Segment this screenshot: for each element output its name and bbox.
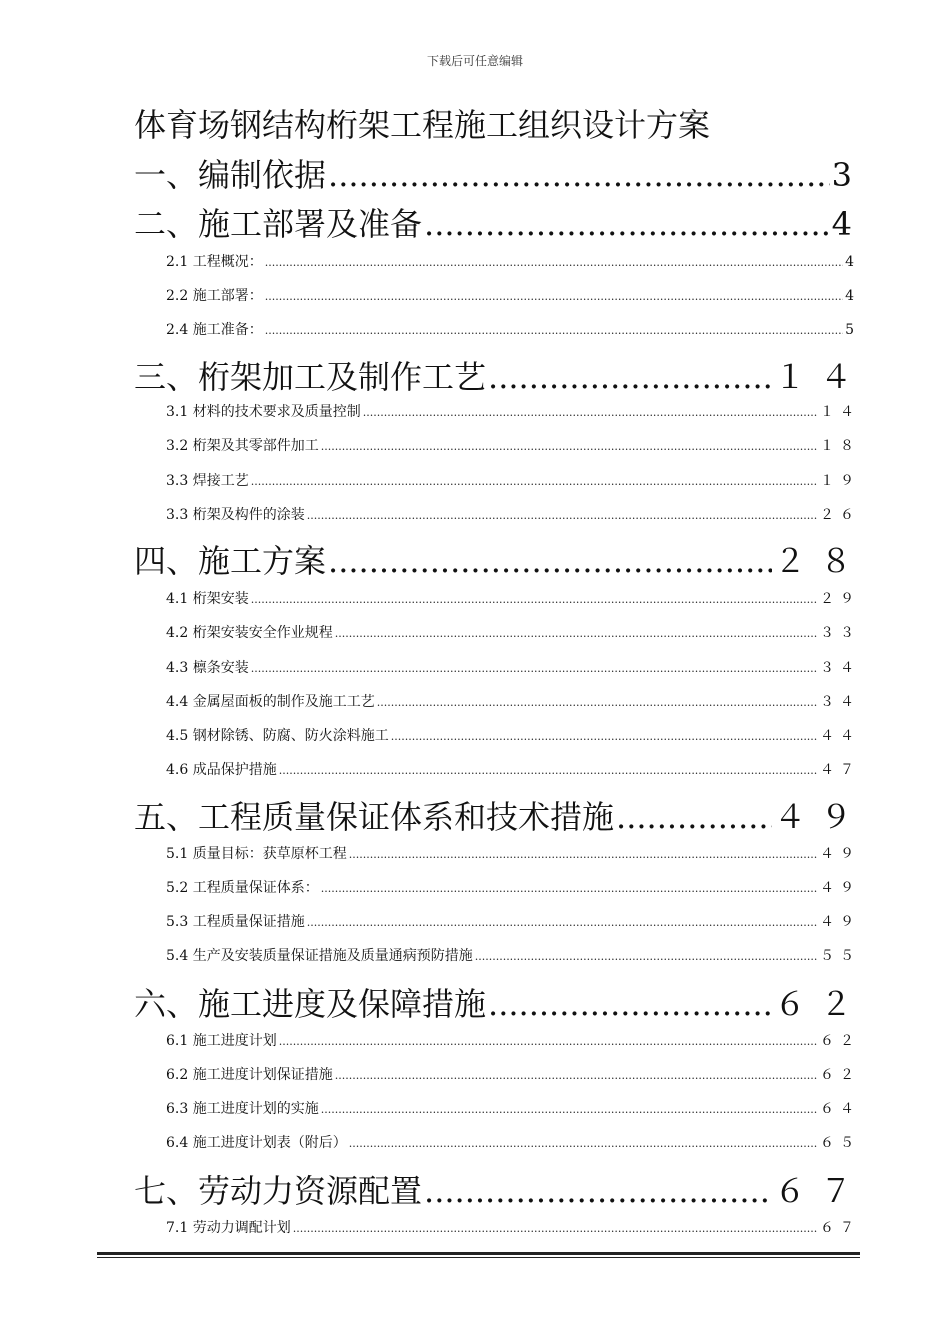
toc-dot-leader	[475, 946, 818, 968]
toc-subentry[interactable]	[166, 911, 860, 933]
page-header: 下载后可任意编辑	[426, 54, 523, 68]
toc-page-number: ６４	[820, 1101, 860, 1117]
toc-page-number: ２８	[773, 542, 866, 580]
toc-dot-leader	[424, 1168, 772, 1214]
toc-page-number: ３４	[820, 694, 860, 710]
footer-double-rule	[97, 1252, 860, 1258]
toc-entry-label: 3.3 桁架及构件的涂装	[166, 507, 305, 523]
toc-subentry[interactable]	[166, 945, 860, 967]
toc-subentry[interactable]	[166, 657, 860, 679]
toc-page-number: ２９	[820, 591, 860, 607]
toc-entry[interactable]	[134, 794, 866, 840]
toc-page-number: ２６	[820, 507, 860, 523]
toc-page-number: ４７	[820, 762, 860, 778]
toc-dot-leader	[321, 436, 818, 458]
toc-dot-leader	[307, 505, 818, 527]
toc-subentry[interactable]	[166, 1098, 860, 1120]
toc-entry-label: 六、施工进度及保障措施	[134, 985, 487, 1023]
toc-page-number: ６７	[820, 1220, 860, 1236]
toc-dot-leader	[251, 471, 818, 493]
toc-page-number: ６５	[820, 1135, 860, 1151]
toc-subentry[interactable]	[166, 435, 860, 457]
toc-subentry[interactable]	[166, 319, 860, 341]
toc-dot-leader	[265, 252, 843, 274]
toc-dot-leader	[293, 1218, 818, 1240]
toc-page-number: 3	[831, 156, 866, 194]
toc-dot-leader	[265, 320, 843, 342]
toc-subentry[interactable]	[166, 251, 860, 273]
toc-subentry[interactable]	[166, 1064, 860, 1086]
toc-dot-leader	[321, 878, 818, 900]
toc-entry-label: 5.1 质量目标：获草原杯工程	[166, 846, 347, 862]
toc-page-number: ６７	[773, 1172, 866, 1210]
toc-page-number: ３３	[820, 625, 860, 641]
toc-entry[interactable]	[134, 981, 866, 1027]
toc-page-number: ４９	[820, 880, 860, 896]
toc-page-number: ４９	[773, 798, 866, 836]
toc-page-number: ６２	[820, 1067, 860, 1083]
toc-dot-leader	[251, 589, 818, 611]
toc-dot-leader	[349, 844, 818, 866]
toc-page-number: ５５	[820, 948, 860, 964]
toc-subentry[interactable]	[166, 759, 860, 781]
toc-page-number: ４４	[820, 728, 860, 744]
document-title: 体育场钢结构桁架工程施工组织设计方案	[134, 106, 711, 144]
toc-dot-leader	[328, 538, 772, 584]
toc-entry-label: 5.3 工程质量保证措施	[166, 914, 305, 930]
toc-entry-label: 4.4 金属屋面板的制作及施工工艺	[166, 694, 375, 710]
toc-subentry[interactable]	[166, 1217, 860, 1239]
toc-dot-leader	[377, 692, 818, 714]
toc-entry[interactable]	[134, 201, 866, 247]
toc-dot-leader	[279, 1031, 818, 1053]
toc-entry-label: 2.2 施工部署：	[166, 288, 263, 304]
toc-entry-label: 7.1 劳动力调配计划	[166, 1220, 291, 1236]
toc-entry-label: 3.3 焊接工艺	[166, 473, 249, 489]
toc-page-number: ６２	[820, 1033, 860, 1049]
toc-dot-leader	[335, 623, 818, 645]
toc-page-number: １９	[820, 473, 860, 489]
toc-dot-leader	[488, 981, 772, 1027]
toc-dot-leader	[363, 402, 818, 424]
toc-page-number: １４	[773, 358, 866, 396]
toc-dot-leader	[424, 201, 830, 247]
toc-dot-leader	[488, 354, 772, 400]
toc-entry[interactable]	[134, 1168, 866, 1214]
toc-subentry[interactable]	[166, 588, 860, 610]
toc-entry-label: 三、桁架加工及制作工艺	[134, 358, 487, 396]
toc-page-number: ４９	[820, 846, 860, 862]
toc-entry-label: 6.4 施工进度计划表（附后）	[166, 1135, 347, 1151]
toc-entry-label: 4.2 桁架安装安全作业规程	[166, 625, 333, 641]
toc-entry-label: 3.1 材料的技术要求及质量控制	[166, 404, 361, 420]
toc-dot-leader	[335, 1065, 818, 1087]
toc-page-number: ６２	[773, 985, 866, 1023]
toc-entry[interactable]	[134, 152, 866, 198]
toc-subentry[interactable]	[166, 1030, 860, 1052]
toc-entry-label: 四、施工方案	[134, 542, 327, 580]
toc-entry-label: 2.4 施工准备：	[166, 322, 263, 338]
toc-page-number: ３４	[820, 660, 860, 676]
toc-entry[interactable]	[134, 354, 866, 400]
toc-entry-label: 2.1 工程概况：	[166, 254, 263, 270]
toc-entry-label: 五、工程质量保证体系和技术措施	[134, 798, 615, 836]
toc-subentry[interactable]	[166, 285, 860, 307]
toc-subentry[interactable]	[166, 843, 860, 865]
toc-dot-leader	[307, 912, 818, 934]
toc-page-number: ４９	[820, 914, 860, 930]
toc-dot-leader	[391, 726, 818, 748]
toc-subentry[interactable]	[166, 504, 860, 526]
toc-page-number: 4	[831, 205, 866, 243]
toc-entry-label: 4.6 成品保护措施	[166, 762, 277, 778]
toc-subentry[interactable]	[166, 401, 860, 423]
toc-page-number: １８	[820, 438, 860, 454]
toc-entry-label: 4.5 钢材除锈、防腐、防火涂料施工	[166, 728, 389, 744]
toc-dot-leader	[349, 1133, 818, 1155]
toc-subentry[interactable]	[166, 691, 860, 713]
toc-entry[interactable]	[134, 538, 866, 584]
toc-subentry[interactable]	[166, 470, 860, 492]
toc-entry-label: 6.3 施工进度计划的实施	[166, 1101, 319, 1117]
toc-page-number: 4	[845, 254, 860, 270]
toc-entry-label: 二、施工部署及准备	[134, 205, 423, 243]
toc-entry-label: 4.1 桁架安装	[166, 591, 249, 607]
toc-page-number: １４	[820, 404, 860, 420]
toc-dot-leader	[328, 152, 830, 198]
toc-subentry[interactable]	[166, 1132, 860, 1154]
toc-page-number: 5	[845, 322, 860, 338]
toc-dot-leader	[321, 1099, 818, 1121]
toc-entry-label: 5.2 工程质量保证体系：	[166, 880, 319, 896]
toc-entry-label: 6.2 施工进度计划保证措施	[166, 1067, 333, 1083]
toc-dot-leader	[251, 658, 818, 680]
toc-entry-label: 一、编制依据	[134, 156, 327, 194]
toc-entry-label: 4.3 檩条安装	[166, 660, 249, 676]
toc-page-number: 4	[845, 288, 860, 304]
toc-dot-leader	[279, 760, 818, 782]
toc-subentry[interactable]	[166, 877, 860, 899]
toc-entry-label: 5.4 生产及安装质量保证措施及质量通病预防措施	[166, 948, 473, 964]
toc-entry-label: 七、劳动力资源配置	[134, 1172, 423, 1210]
toc-entry-label: 3.2 桁架及其零部件加工	[166, 438, 319, 454]
toc-subentry[interactable]	[166, 725, 860, 747]
toc-dot-leader	[265, 286, 843, 308]
toc-dot-leader	[616, 794, 772, 840]
toc-subentry[interactable]	[166, 622, 860, 644]
toc-entry-label: 6.1 施工进度计划	[166, 1033, 277, 1049]
